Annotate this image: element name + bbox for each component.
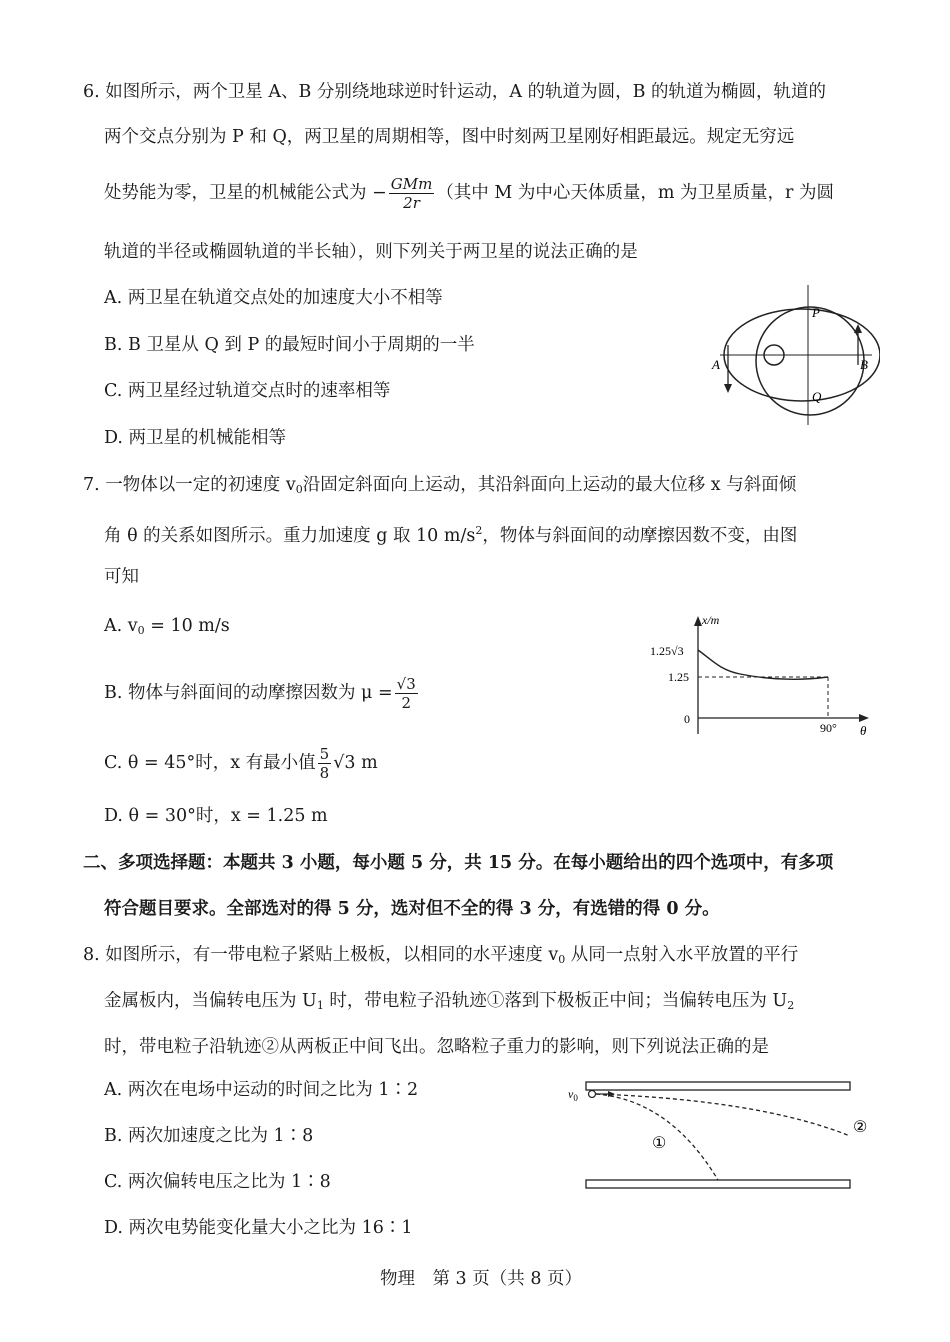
trajectory-2 bbox=[596, 1094, 850, 1136]
v0-label bbox=[568, 1087, 578, 1103]
q6-line3-post: （其中 M 为中心天体质量，m 为卫星质量，r 为圆 bbox=[436, 183, 834, 203]
y-axis-arrow bbox=[694, 616, 702, 626]
tick-top: 1.25√3 bbox=[650, 644, 684, 658]
q8-stem-line3: 时，带电粒子沿轨迹②从两板正中间飞出。忽略粒子重力的影响，则下列说法正确的是 bbox=[104, 1037, 769, 1057]
q6-orbit-figure bbox=[700, 285, 880, 425]
q7-l1-post: 沿固定斜面向上运动，其沿斜面向上运动的最大位移 x 与斜面倾 bbox=[302, 475, 797, 495]
q7-stem-line2 bbox=[104, 519, 797, 548]
q8-stem-line2 bbox=[104, 989, 794, 1018]
path1-label: ① bbox=[652, 1135, 667, 1152]
q7-c-pre: C. θ = 45°时，x 有最小值 bbox=[104, 753, 316, 773]
v0-v: v bbox=[568, 1087, 574, 1101]
tick-zero: 0 bbox=[684, 712, 690, 726]
path2-label: ② bbox=[853, 1119, 868, 1136]
q6-option-b[interactable]: B. B 卫星从 Q 到 P 的最短时间小于周期的一半 bbox=[104, 335, 475, 355]
v0-sub: 0 bbox=[573, 1093, 578, 1103]
q7-b-num: √3 bbox=[396, 675, 416, 693]
q7-c-den: 8 bbox=[319, 764, 330, 782]
tick-mid: 1.25 bbox=[668, 670, 689, 684]
upper-plate bbox=[586, 1082, 850, 1090]
q7-c-fraction bbox=[318, 745, 332, 782]
q8-option-c[interactable]: C. 两次偏转电压之比为 1∶8 bbox=[104, 1172, 331, 1192]
q8-l1-pre: 8. 如图所示，有一带电粒子紧贴上极板，以相同的水平速度 v bbox=[83, 945, 559, 965]
q6-stem-line4: 轨道的半径或椭圆轨道的半长轴），则下列关于两卫星的说法正确的是 bbox=[104, 242, 638, 262]
q6-option-d[interactable]: D. 两卫星的机械能相等 bbox=[104, 428, 287, 448]
q7-graph bbox=[640, 610, 880, 745]
q6-energy-fraction bbox=[389, 175, 435, 212]
q6-stem-line1: 6. 如图所示，两个卫星 A、B 分别绕地球逆时针运动，A 的轨道为圆，B 的轨道为椭圆，轨道的 bbox=[83, 82, 827, 102]
q6-option-c[interactable]: C. 两卫星经过轨道交点时的速率相等 bbox=[104, 381, 391, 401]
q6-option-a[interactable]: A. 两卫星在轨道交点处的加速度大小不相等 bbox=[104, 288, 443, 308]
particle bbox=[589, 1091, 596, 1098]
q8-l1-post: 从同一点射入水平放置的平行 bbox=[565, 945, 799, 965]
q8-option-d[interactable]: D. 两次电势能变化量大小之比为 16∶1 bbox=[104, 1218, 413, 1238]
x-theta-curve bbox=[698, 650, 828, 679]
label-q: Q bbox=[812, 389, 822, 404]
q7-l2-pre: 角 θ 的关系如图所示。重力加速度 g 取 10 m/s bbox=[104, 526, 476, 546]
q6-stem-line3 bbox=[104, 175, 834, 212]
q7-b-fraction bbox=[395, 675, 418, 712]
x-axis-label: θ bbox=[860, 723, 867, 738]
y-axis-label: x/m bbox=[702, 613, 720, 627]
label-p: P bbox=[812, 305, 820, 320]
q7-l2-sup: 2 bbox=[475, 524, 483, 537]
lower-plate bbox=[586, 1180, 850, 1188]
q7-b-den: 2 bbox=[401, 694, 411, 712]
label-b: B bbox=[860, 357, 868, 372]
page-footer: 物理 第 3 页（共 8 页） bbox=[380, 1269, 583, 1289]
q8-l2-pre: 金属板内，当偏转电压为 U bbox=[104, 991, 317, 1011]
q8-l1-sub: 0 bbox=[558, 953, 566, 966]
q7-stem-line3: 可知 bbox=[104, 567, 139, 587]
x-axis-arrow bbox=[859, 714, 869, 722]
q7-l1-sub: 0 bbox=[295, 483, 303, 496]
q7-a-pre: A. v bbox=[104, 616, 138, 636]
q7-stem-line1 bbox=[83, 473, 796, 502]
q6-frac-num: GMm bbox=[390, 175, 433, 193]
q7-l2-post: ，物体与斜面间的动摩擦因数不变，由图 bbox=[482, 526, 798, 546]
q7-option-c[interactable] bbox=[104, 745, 378, 782]
q7-a-post: = 10 m/s bbox=[144, 616, 230, 636]
q7-option-d[interactable]: D. θ = 30°时，x = 1.25 m bbox=[104, 806, 328, 826]
q8-option-b[interactable]: B. 两次加速度之比为 1∶8 bbox=[104, 1126, 314, 1146]
q7-l1-pre: 7. 一物体以一定的初速度 v bbox=[83, 475, 296, 495]
q7-a-sub: 0 bbox=[137, 624, 145, 637]
q6-frac-den: 2r bbox=[403, 194, 420, 212]
q7-c-post: √3 m bbox=[333, 753, 378, 773]
q8-l2-sub2: 2 bbox=[787, 999, 795, 1012]
q7-option-a[interactable] bbox=[104, 614, 230, 643]
q8-stem-line1 bbox=[83, 943, 798, 972]
q8-plates-figure bbox=[560, 1070, 880, 1200]
q7-b-pre: B. 物体与斜面间的动摩擦因数为 μ = bbox=[104, 683, 393, 703]
section2-line2: 符合题目要求。全部选对的得 5 分，选对但不全的得 3 分，有选错的得 0 分。 bbox=[104, 899, 720, 919]
q8-l2-mid: 时，带电粒子沿轨迹①落到下极板正中间；当偏转电压为 U bbox=[323, 991, 788, 1011]
label-a: A bbox=[712, 357, 720, 372]
q6-line3-pre: 处势能为零，卫星的机械能公式为 − bbox=[104, 183, 387, 203]
tick-90: 90° bbox=[820, 721, 837, 735]
circular-orbit-a bbox=[756, 307, 864, 415]
arrow-a-head bbox=[724, 384, 732, 393]
q6-stem-line2: 两个交点分别为 P 和 Q，两卫星的周期相等，图中时刻两卫星刚好相距最远。规定无穷远 bbox=[104, 127, 795, 147]
q7-c-num: 5 bbox=[319, 745, 330, 763]
q7-option-b[interactable] bbox=[104, 675, 420, 712]
q8-option-a[interactable]: A. 两次在电场中运动的时间之比为 1∶2 bbox=[104, 1080, 419, 1100]
section2-line1: 二、多项选择题：本题共 3 小题，每小题 5 分，共 15 分。在每小题给出的四个选项中，有多项 bbox=[83, 853, 834, 873]
q8-l2-sub1: 1 bbox=[316, 999, 324, 1012]
